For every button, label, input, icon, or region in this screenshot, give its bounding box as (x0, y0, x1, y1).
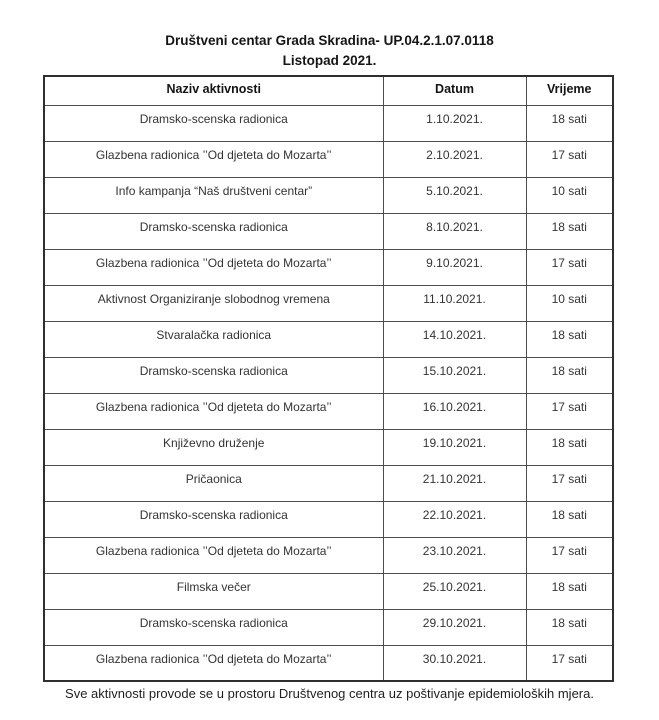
time-cell: 18 sati (526, 429, 613, 465)
activity-cell: Dramsko-scenska radionica (44, 105, 383, 141)
activities-table (43, 75, 614, 682)
date-cell: 14.10.2021. (383, 321, 526, 357)
date-cell: 21.10.2021. (383, 465, 526, 501)
activity-cell: Glazbena radionica ’’Od djeteta do Mozarta’’ (44, 645, 383, 681)
time-cell: 17 sati (526, 249, 613, 285)
date-cell: 8.10.2021. (383, 213, 526, 249)
date-cell: 9.10.2021. (383, 249, 526, 285)
time-cell: 18 sati (526, 321, 613, 357)
table-row (44, 321, 613, 357)
table-row (44, 465, 613, 501)
activity-cell: Dramsko-scenska radionica (44, 357, 383, 393)
date-cell: 30.10.2021. (383, 645, 526, 681)
time-cell: 10 sati (526, 285, 613, 321)
table-row (44, 177, 613, 213)
time-cell: 18 sati (526, 213, 613, 249)
table-row (44, 285, 613, 321)
activity-cell: Filmska večer (44, 573, 383, 609)
activity-cell: Dramsko-scenska radionica (44, 213, 383, 249)
date-cell: 15.10.2021. (383, 357, 526, 393)
time-cell: 18 sati (526, 357, 613, 393)
time-cell: 17 sati (526, 141, 613, 177)
date-cell: 2.10.2021. (383, 141, 526, 177)
time-cell: 17 sati (526, 393, 613, 429)
date-cell: 23.10.2021. (383, 537, 526, 573)
activity-cell: Pričaonica (44, 465, 383, 501)
activity-cell: Glazbena radionica ’’Od djeteta do Mozarta’’ (44, 141, 383, 177)
date-cell: 5.10.2021. (383, 177, 526, 213)
date-cell: 1.10.2021. (383, 105, 526, 141)
date-cell: 22.10.2021. (383, 501, 526, 537)
table-row (44, 537, 613, 573)
table-row (44, 573, 613, 609)
date-cell: 16.10.2021. (383, 393, 526, 429)
activity-cell: Glazbena radionica ’’Od djeteta do Mozarta’’ (44, 393, 383, 429)
activity-cell: Glazbena radionica ’’Od djeteta do Mozarta’’ (44, 249, 383, 285)
activity-cell: Aktivnost Organiziranje slobodnog vremena (44, 285, 383, 321)
time-cell: 18 sati (526, 105, 613, 141)
time-cell: 10 sati (526, 177, 613, 213)
table-row (44, 213, 613, 249)
table-row (44, 357, 613, 393)
time-cell: 17 sati (526, 465, 613, 501)
column-header-time: Vrijeme (526, 76, 613, 105)
column-header-activity: Naziv aktivnosti (44, 76, 383, 105)
time-cell: 18 sati (526, 609, 613, 645)
table-header (44, 76, 613, 105)
footer-note: Sve aktivnosti provode se u prostoru Društvenog centra uz poštivanje epidemioloških mjera. (65, 686, 594, 701)
table-row (44, 105, 613, 141)
time-cell: 18 sati (526, 573, 613, 609)
time-cell: 17 sati (526, 645, 613, 681)
table-header-row (44, 76, 613, 105)
table-body (44, 105, 613, 681)
time-cell: 17 sati (526, 537, 613, 573)
date-cell: 19.10.2021. (383, 429, 526, 465)
activity-cell: Dramsko-scenska radionica (44, 609, 383, 645)
activity-cell: Dramsko-scenska radionica (44, 501, 383, 537)
table-row (44, 141, 613, 177)
date-cell: 11.10.2021. (383, 285, 526, 321)
table-row (44, 645, 613, 681)
time-cell: 18 sati (526, 501, 613, 537)
document-title: Društveni centar Grada Skradina- UP.04.2.1.07.0118 (165, 33, 494, 48)
table-row (44, 429, 613, 465)
column-header-date: Datum (383, 76, 526, 105)
table-row (44, 249, 613, 285)
date-cell: 25.10.2021. (383, 573, 526, 609)
document-subtitle: Listopad 2021. (282, 53, 377, 68)
activity-cell: Književno druženje (44, 429, 383, 465)
activity-cell: Stvaralačka radionica (44, 321, 383, 357)
table-row (44, 393, 613, 429)
date-cell: 29.10.2021. (383, 609, 526, 645)
activity-cell: Glazbena radionica ’’Od djeteta do Mozarta’’ (44, 537, 383, 573)
table-row (44, 501, 613, 537)
activity-cell: Info kampanja “Naš društveni centar” (44, 177, 383, 213)
table-row (44, 609, 613, 645)
